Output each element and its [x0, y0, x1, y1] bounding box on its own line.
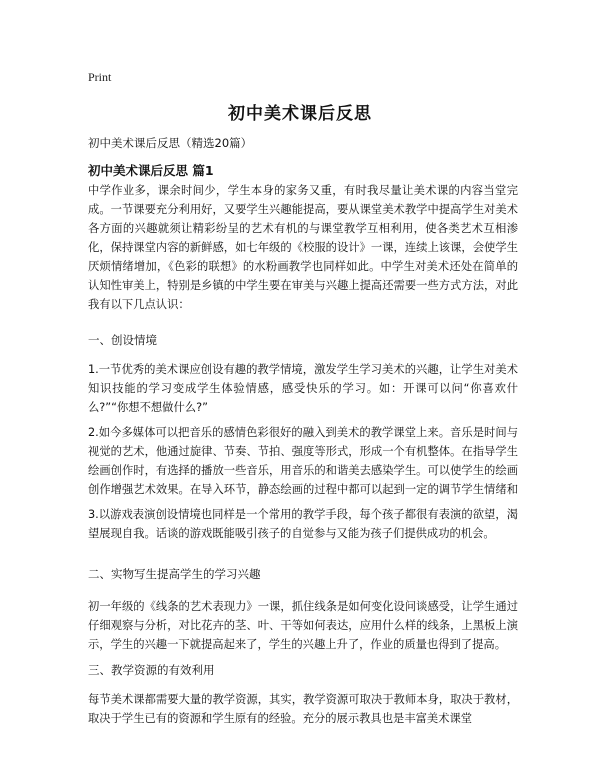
- paragraph-teaching-resources: 每节美术课都需要大量的教学资源，其实，教学资源可取决于教师本身，取决于教材，取决于学生已有的资源和学生原有的经验。充分的展示教具也是丰富美术课堂: [88, 693, 518, 725]
- paragraph-line-art-lesson: 初一年级的《线条的艺术表现力》一课，抓住线条是如何变化设问谈感受，让学生通过仔细观察与分析，对比花卉的茎、叶、干等如何表达，应用什么样的线条，上黑板上演示，学生的兴趣一下就提高起来了，学生的兴趣上升了，作业的质量也得到了提高。: [88, 600, 518, 651]
- document-subtitle: 初中美术课后反思（精选20篇）: [88, 136, 253, 150]
- paragraph-point-1: 1.一节优秀的美术课应创设有趣的教学情境，激发学生学习美术的兴趣，让学生对美术知识技能的学习变成学生体验情感，感受快乐的学习。如：开课可以问“你喜欢什么?”“你想不想做什么?”: [88, 363, 518, 414]
- paragraph-point-3: 3.以游戏表演创设情境也同样是一个常用的教学手段，每个孩子都很有表演的欲望，渴望展现自我。话谈的游戏既能吸引孩子的自觉参与又能为孩子们提供成功的机会。: [88, 508, 518, 540]
- section-heading: 初中美术课后反思 篇1: [88, 163, 214, 178]
- subheading-still-life-sketching: 二、实物写生提高学生的学习兴趣: [88, 567, 261, 581]
- paragraph-point-2: 2.如今多媒体可以把音乐的感情色彩很好的融入到美术的教学课堂上来。音乐是时间与视觉的艺术，他通过旋律、节奏、节拍、强度等形式，形成一个有机整体。在指导学生绘画创作时，有选择的播放一些音乐，用音乐的和谐美去感染学生。可以使学生的绘画创作增强艺术效果。在导入环节，静态绘画的过程中都可以起到一定的调节学生情绪和: [88, 426, 518, 496]
- print-label: Print: [88, 70, 112, 84]
- page-title: 初中美术课后反思: [228, 104, 372, 124]
- subheading-create-scenario: 一、创设情境: [88, 333, 157, 347]
- subheading-teaching-resources: 三、教学资源的有效利用: [88, 663, 215, 677]
- intro-paragraph: 中学作业多，课余时间少，学生本身的家务又重，有时我尽量让美术课的内容当堂完成。一节课要充分利用好，又要学生兴趣能提高，要从课堂美术教学中提高学生对美术各方面的兴趣就须让精彩纷呈的艺术有机的与课堂教学互相利用，使各类艺术互相渗化，保持课堂内容的新鲜感，如七年级的《校服的设计》一课，连续上该课，会使学生厌烦情绪增加，《色彩的联想》的水粉画教学也同样如此。中学生对美术还处在简单的认知性审美上，特别是乡镇的中学生要在审美与兴趣上提高还需要一些方式方法，对此我有以下几点认识：: [88, 184, 518, 311]
